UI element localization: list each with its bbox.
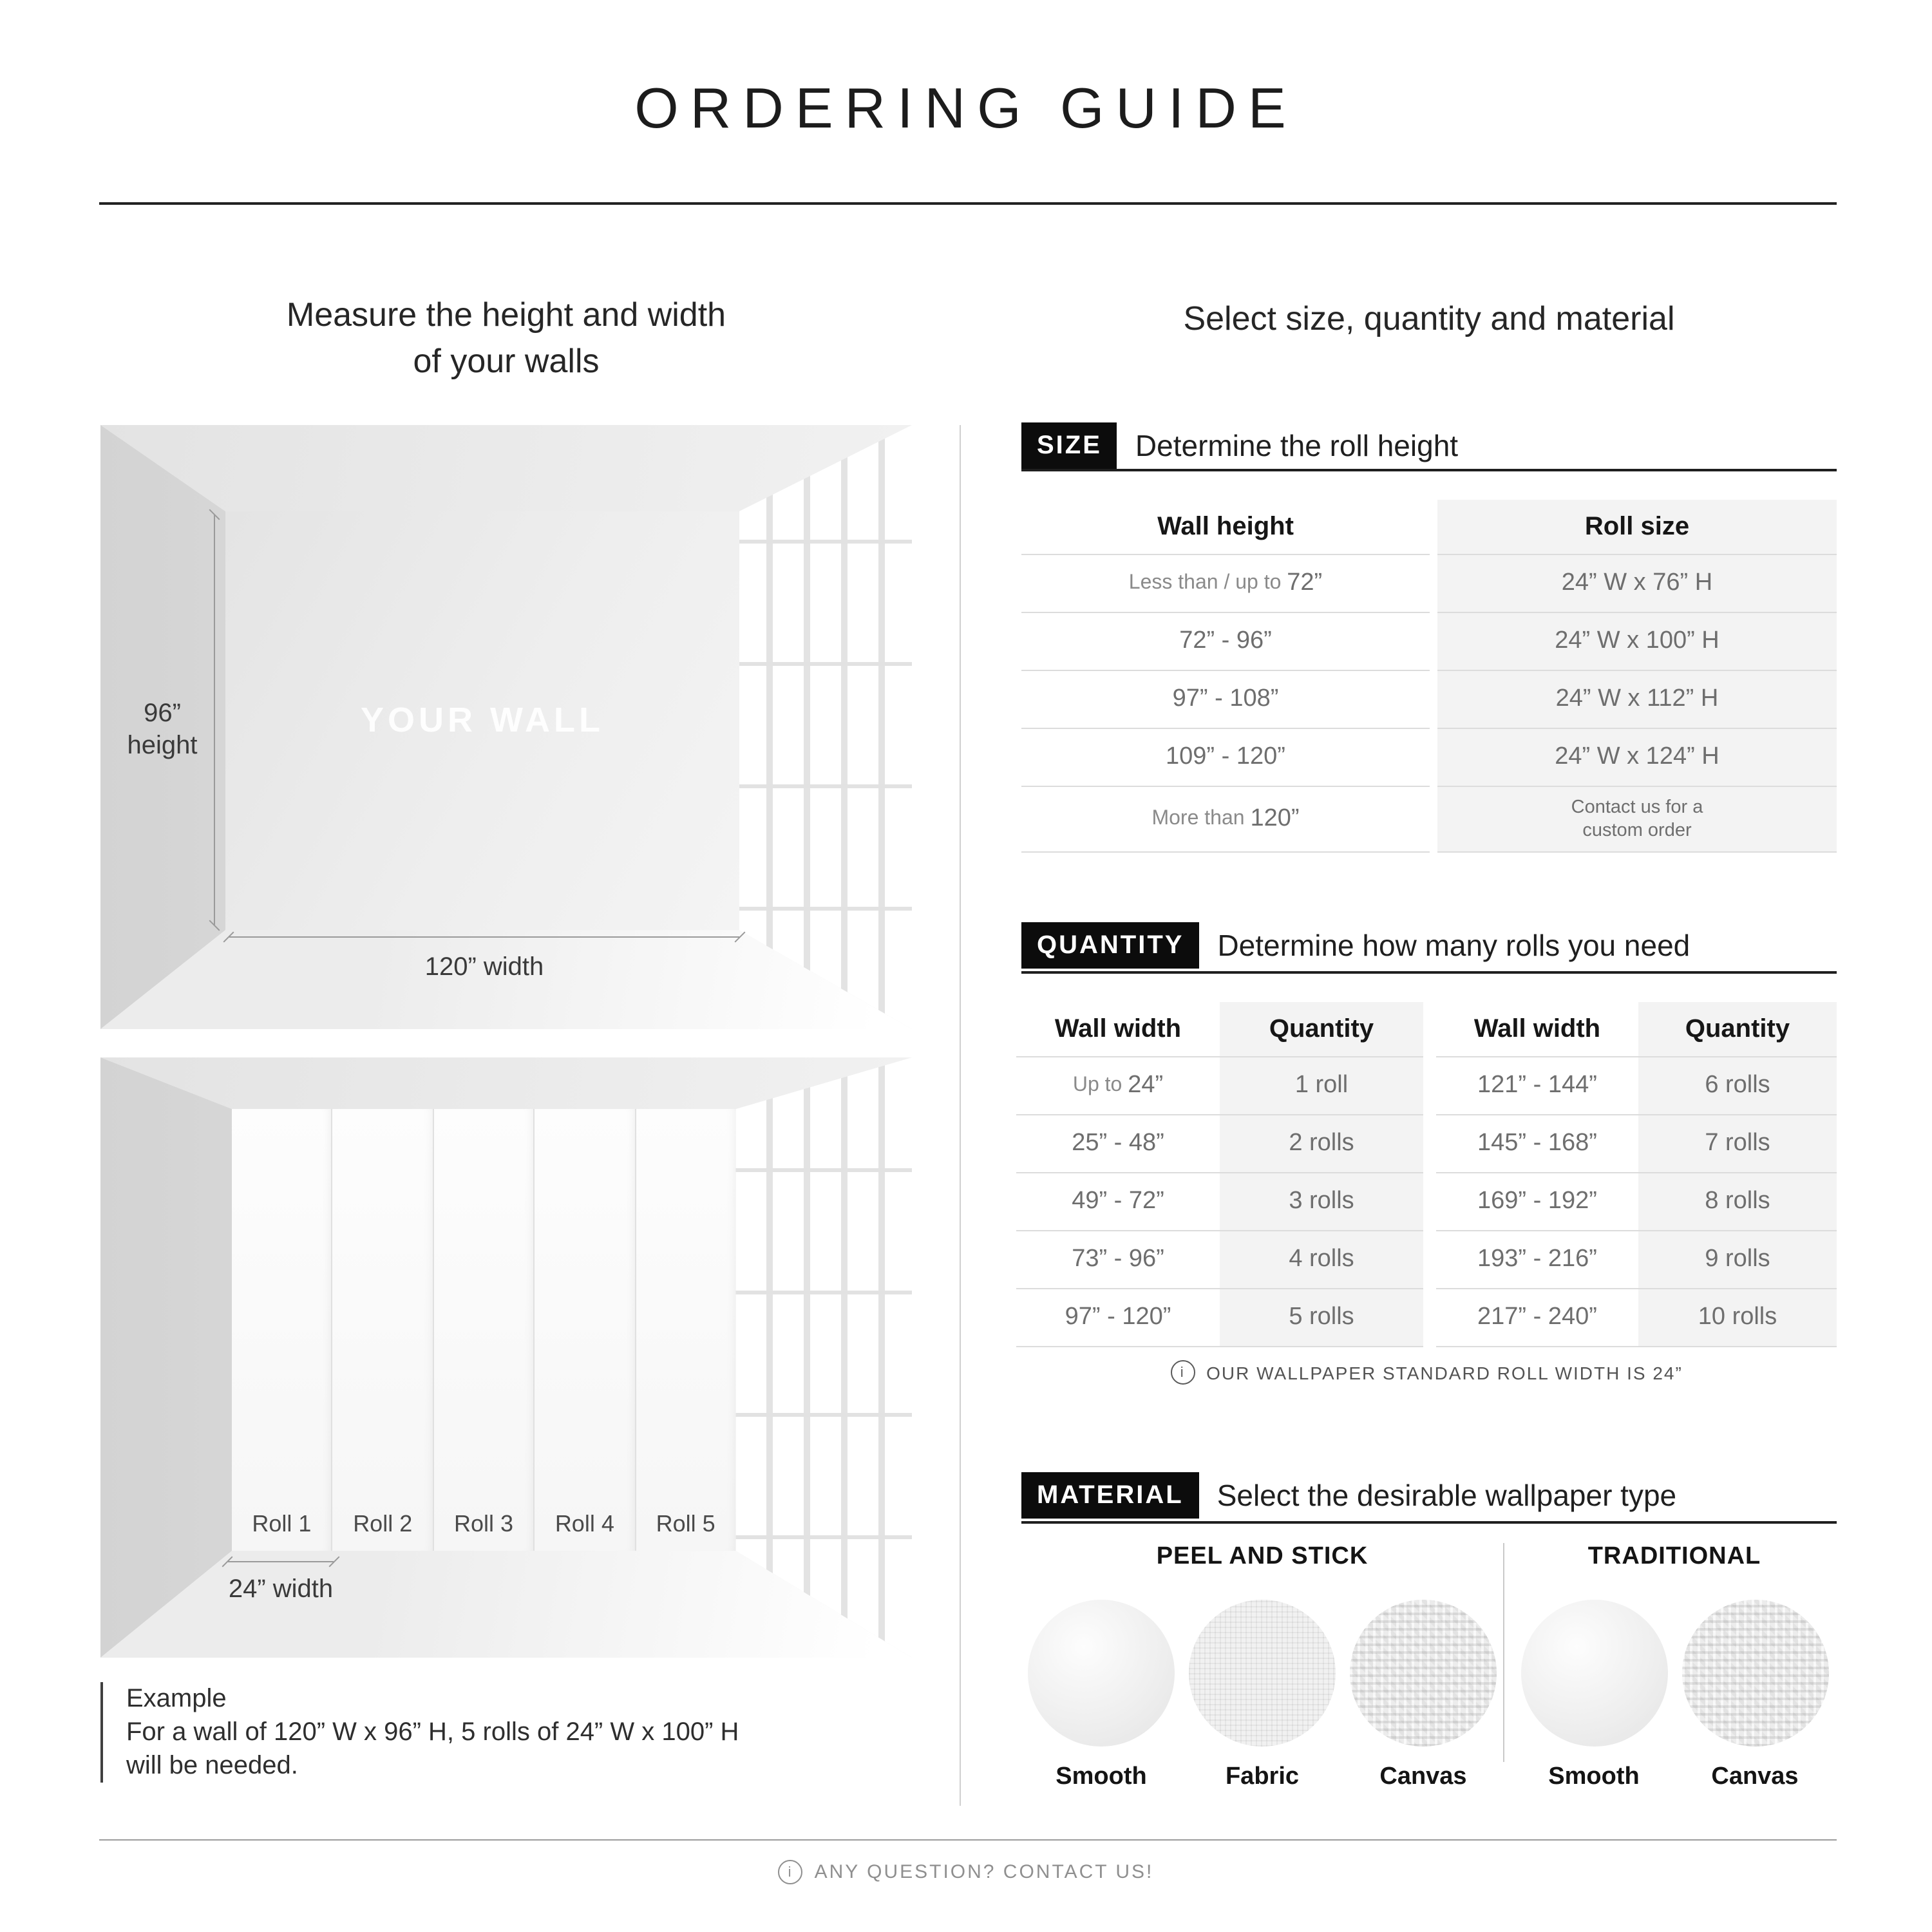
size-row-5 (1021, 787, 1837, 853)
standard-roll-width-note (1016, 1360, 1837, 1385)
quantity-table (1016, 1002, 1837, 1347)
wall-width-cell: 193” - 216” (1436, 1231, 1638, 1289)
quantity-cell: 3 rolls (1220, 1173, 1423, 1231)
quantity-section-header (1021, 922, 1690, 969)
wall-width-cell (1016, 1057, 1220, 1115)
swatch-canvas (1679, 1600, 1831, 1792)
wall-width-cell: 169” - 192” (1436, 1173, 1638, 1231)
wall-height-cell (1021, 787, 1430, 853)
roll-width-measure-line (228, 1561, 334, 1562)
your-wall-label: YOUR WALL (361, 701, 604, 739)
swatch-row (1512, 1600, 1837, 1792)
col-wall-width-2: Wall width (1436, 1002, 1638, 1057)
page-title: ORDERING GUIDE (634, 77, 1298, 140)
footer-note: ANY QUESTION? CONTACT US! (814, 1861, 1154, 1883)
wall-height-cell (1021, 729, 1430, 787)
quantity-cell: 4 rolls (1220, 1231, 1423, 1289)
wall-width-cell (1016, 1289, 1220, 1347)
left-column-heading (100, 291, 912, 384)
quantity-cell: 5 rolls (1220, 1289, 1423, 1347)
example-line1: For a wall of 120” W x 96” H, 5 rolls of 24” W x 100” H (126, 1718, 739, 1747)
col-wall-height: Wall height (1021, 500, 1430, 555)
swatch-smooth (1025, 1600, 1177, 1792)
roll-panel-2 (332, 1109, 433, 1551)
size-row-2 (1021, 613, 1837, 671)
size-table-header-row (1021, 500, 1837, 555)
quantity-section-rule (1021, 971, 1837, 974)
quantity-badge: QUANTITY (1021, 922, 1199, 969)
wall-height-cell (1021, 671, 1430, 729)
roll-panel-5 (634, 1109, 735, 1551)
title-divider (99, 202, 1837, 205)
swatch-label: Smooth (1056, 1763, 1147, 1790)
cell-value: 97” - 108” (1172, 685, 1279, 712)
material-group-divider (1503, 1543, 1504, 1762)
cell-value: 72” - 96” (1179, 627, 1272, 654)
roll-size-cell: 24” W x 76” H (1437, 555, 1837, 613)
wall-width-cell: 217” - 240” (1436, 1289, 1638, 1347)
your-wall (225, 511, 739, 930)
cell-value: 49” - 72” (1072, 1188, 1164, 1215)
quantity-row-4 (1016, 1231, 1837, 1289)
cell-prefix: Less than / up to (1128, 572, 1287, 594)
col-quantity-1: Quantity (1220, 1002, 1423, 1057)
cell-value: 72” (1287, 569, 1323, 596)
example-note (100, 1682, 925, 1783)
quantity-table-header-row (1016, 1002, 1837, 1057)
wall-height-cell (1021, 555, 1430, 613)
left-heading-line2: of your walls (413, 341, 600, 380)
material-section-rule (1021, 1521, 1837, 1524)
material-section-heading: Select the desirable wallpaper type (1217, 1478, 1677, 1511)
roll-panel-4 (533, 1109, 634, 1551)
quantity-cell: 7 rolls (1638, 1115, 1837, 1173)
column-divider (960, 425, 961, 1806)
quantity-row-1 (1016, 1057, 1837, 1115)
group-title-traditional: TRADITIONAL (1587, 1543, 1761, 1570)
swatch-label: Fabric (1225, 1763, 1300, 1790)
material-badge: MATERIAL (1021, 1472, 1199, 1519)
cell-value: 120” (1250, 805, 1300, 832)
size-table (1021, 500, 1837, 853)
swatch-label: Smooth (1548, 1763, 1640, 1790)
roll-panel-1 (232, 1109, 332, 1551)
quantity-cell: 1 roll (1220, 1057, 1423, 1115)
wall-width-cell: 121” - 144” (1436, 1057, 1638, 1115)
wall-height-word: height (127, 732, 198, 760)
custom-order-text: Contact us for a custom order (1571, 797, 1703, 841)
size-row-1 (1021, 555, 1837, 613)
wall-width-cell: 145” - 168” (1436, 1115, 1638, 1173)
wall-height-label (103, 698, 222, 762)
cell-value: 109” - 120” (1166, 743, 1285, 770)
swatch-canvas (1347, 1600, 1499, 1792)
roll-label: Roll 5 (656, 1511, 715, 1537)
roll-size-cell: 24” W x 112” H (1437, 671, 1837, 729)
roll-label: Roll 1 (252, 1511, 312, 1537)
room-illustration-rolls (100, 1057, 912, 1658)
size-section-heading: Determine the roll height (1135, 428, 1459, 462)
col-roll-size: Roll size (1437, 500, 1837, 555)
swatch-fabric (1186, 1600, 1338, 1792)
quantity-row-3 (1016, 1173, 1837, 1231)
roll-size-cell: 24” W x 124” H (1437, 729, 1837, 787)
size-row-4 (1021, 729, 1837, 787)
cell-prefix: Up to (1072, 1074, 1128, 1096)
swatch-smooth (1518, 1600, 1670, 1792)
roll-panel-3 (433, 1109, 534, 1551)
material-group-peel-and-stick (1021, 1543, 1503, 1792)
quantity-cell: 9 rolls (1638, 1231, 1837, 1289)
left-heading-line1: Measure the height and width (286, 295, 726, 334)
wallpaper-rolls (232, 1109, 735, 1551)
size-section-header (1021, 422, 1458, 469)
swatch-label: Canvas (1711, 1763, 1799, 1790)
cell-value: 25” - 48” (1072, 1130, 1164, 1157)
cell-value: 97” - 120” (1065, 1303, 1171, 1331)
canvas-texture-icon (1681, 1600, 1828, 1747)
standard-roll-width-text: OUR WALLPAPER STANDARD ROLL WIDTH IS 24” (1206, 1362, 1683, 1383)
quantity-row-2 (1016, 1115, 1837, 1173)
quantity-section-heading: Determine how many rolls you need (1217, 928, 1690, 961)
size-section-rule (1021, 469, 1837, 471)
col-quantity-2: Quantity (1638, 1002, 1837, 1057)
cell-value: 24” (1128, 1072, 1164, 1099)
wall-width-cell (1016, 1115, 1220, 1173)
wall-width-cell (1016, 1231, 1220, 1289)
wall-height-value: 96” (144, 699, 181, 728)
room-illustration-measure (100, 425, 912, 1029)
width-measure-line (229, 936, 739, 938)
quantity-cell: 10 rolls (1638, 1289, 1837, 1347)
roll-label: Roll 2 (353, 1511, 413, 1537)
smooth-texture-icon (1520, 1600, 1667, 1747)
quantity-cell: 6 rolls (1638, 1057, 1837, 1115)
example-line2: will be needed. (126, 1752, 298, 1780)
group-title-peel-and-stick: PEEL AND STICK (1156, 1543, 1368, 1570)
info-icon: i (779, 1860, 803, 1884)
canvas-texture-icon (1350, 1600, 1497, 1747)
swatch-row (1021, 1600, 1503, 1792)
quantity-cell: 8 rolls (1638, 1173, 1837, 1231)
info-icon: i (1170, 1360, 1195, 1385)
wall-height-cell (1021, 613, 1430, 671)
footer-divider (99, 1839, 1837, 1841)
roll-size-cell: 24” W x 100” H (1437, 613, 1837, 671)
quantity-cell: 2 rolls (1220, 1115, 1423, 1173)
fabric-texture-icon (1189, 1600, 1336, 1747)
wall-width-cell (1016, 1173, 1220, 1231)
material-group-traditional (1512, 1543, 1837, 1792)
size-row-3 (1021, 671, 1837, 729)
example-title: Example (126, 1685, 227, 1713)
material-section-header (1021, 1472, 1676, 1519)
swatch-label: Canvas (1379, 1763, 1467, 1790)
smooth-texture-icon (1028, 1600, 1175, 1747)
roll-width-label: 24” width (228, 1575, 334, 1604)
right-column-heading: Select size, quantity and material (1183, 299, 1675, 337)
roll-label: Roll 3 (454, 1511, 514, 1537)
col-wall-width-1: Wall width (1016, 1002, 1220, 1057)
quantity-row-5 (1016, 1289, 1837, 1347)
footer (0, 1860, 1932, 1884)
cell-prefix: More than (1151, 808, 1251, 829)
roll-label: Roll 4 (554, 1511, 614, 1537)
size-badge: SIZE (1021, 422, 1117, 469)
wall-width-label: 120” width (424, 953, 544, 981)
cell-value: 73” - 96” (1072, 1245, 1164, 1273)
roll-size-cell-custom-order (1437, 787, 1837, 853)
